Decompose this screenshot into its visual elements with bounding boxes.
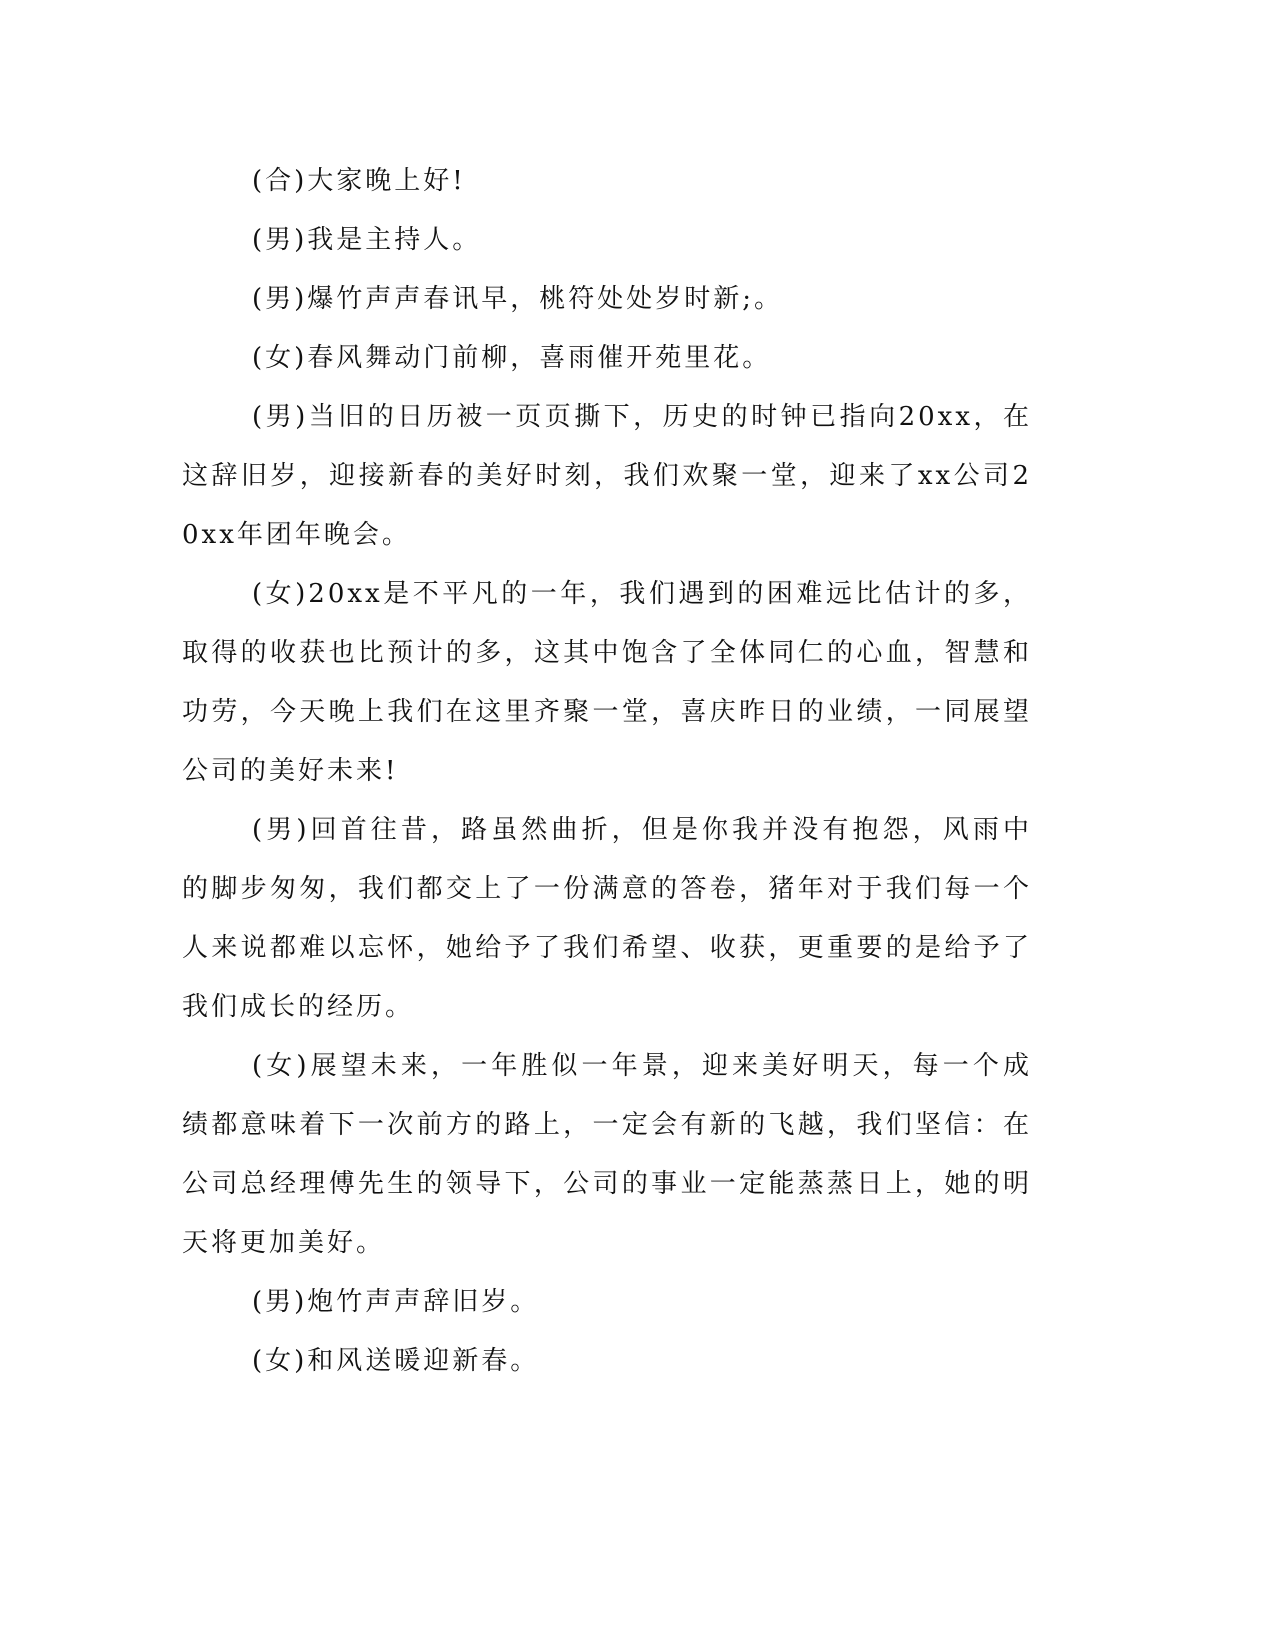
paragraph-closing-2: (女)和风送暖迎新春。 <box>252 1346 540 1376</box>
paragraph-opening: (男)当旧的日历被一页页撕下，历史的时钟已指向20xx，在这辞旧岁，迎接新春的美好时刻，我们欢聚一堂，迎来了xx公司20xx年团年晚会。 <box>182 402 1032 550</box>
paragraph-greeting: (合)大家晚上好! <box>252 166 466 196</box>
paragraph-couplet-2: (女)春风舞动门前柳，喜雨催开苑里花。 <box>252 343 772 373</box>
paragraph-closing-1: (男)炮竹声声辞旧岁。 <box>252 1287 540 1317</box>
paragraph-review-year: (女)20xx是不平凡的一年，我们遇到的困难远比估计的多，取得的收获也比预计的多，这其中饱含了全体同仁的心血，智慧和功劳，今天晚上我们在这里齐聚一堂，喜庆昨日的业绩，一同展望公司的美好未来! <box>182 579 1032 786</box>
paragraph-couplet-1: (男)爆竹声声春讯早，桃符处处岁时新;。 <box>252 284 784 314</box>
document-body <box>182 152 1032 1391</box>
paragraph-host-intro: (男)我是主持人。 <box>252 225 482 255</box>
paragraph-look-back: (男)回首往昔，路虽然曲折，但是你我并没有抱怨，风雨中的脚步匆匆，我们都交上了一份满意的答卷，猪年对于我们每一个人来说都难以忘怀，她给予了我们希望、收获，更重要的是给予了我们成长的经历。 <box>182 815 1032 1022</box>
paragraph-look-ahead: (女)展望未来，一年胜似一年景，迎来美好明天，每一个成绩都意味着下一次前方的路上，一定会有新的飞越，我们坚信：在公司总经理傅先生的领导下，公司的事业一定能蒸蒸日上，她的明天将更加美好。 <box>182 1051 1032 1258</box>
